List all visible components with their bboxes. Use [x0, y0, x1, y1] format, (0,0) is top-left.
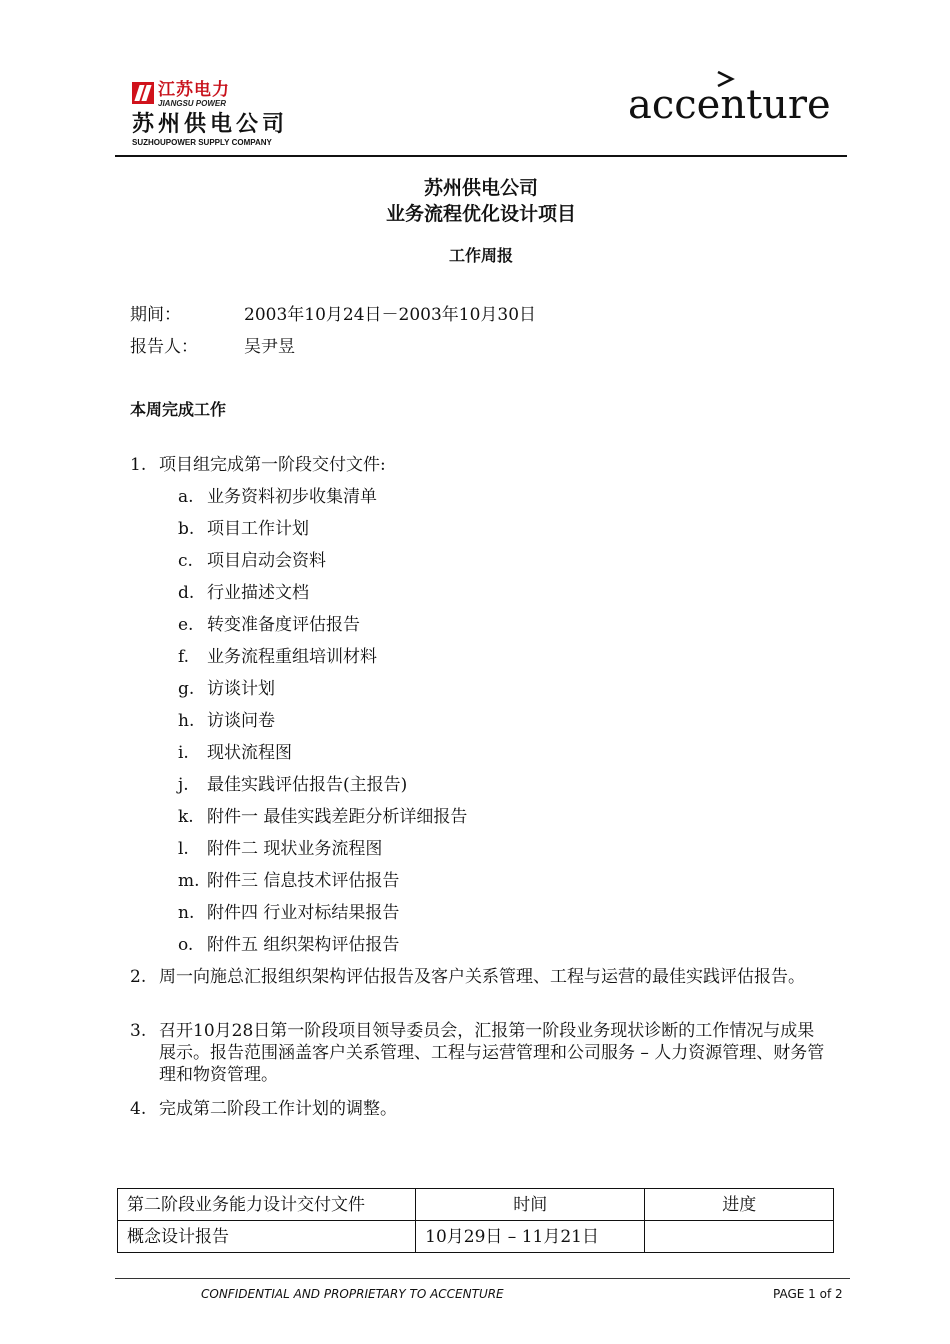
sub-item-text: 访谈问卷 — [207, 711, 275, 731]
sub-item-text: 转变准备度评估报告 — [207, 615, 360, 635]
accenture-wordmark: accenture — [628, 82, 831, 128]
list-item-number: 2. — [130, 967, 147, 987]
list-item-text: 召开10月28日第一阶段项目领导委员会，汇报第一阶段业务现状诊断的工作情况与成果展示。报告范围涵盖客户关系管理、工程与运营管理和公司服务 – 人力资源管理、财务管理和物资管理。 — [159, 1021, 825, 1085]
sub-item-letter: n. — [178, 903, 195, 923]
company-logo-en: SUZHOUPOWER SUPPLY COMPANY — [132, 138, 272, 147]
sub-item-text: 最佳实践评估报告(主报告) — [207, 775, 408, 795]
section-heading: 本周完成工作 — [130, 400, 227, 419]
sub-item-letter: b. — [178, 519, 195, 539]
sub-item-letter: a. — [178, 487, 194, 507]
list-item-number: 4. — [130, 1099, 147, 1119]
sub-item-text: 附件四 行业对标结果报告 — [207, 903, 400, 923]
page-number: PAGE 1 of 2 — [773, 1287, 843, 1301]
table-cell: 概念设计报告 — [118, 1221, 416, 1253]
report-subtitle: 工作周报 — [448, 246, 513, 265]
table-row — [118, 1221, 834, 1253]
sub-item-letter: h. — [178, 711, 195, 731]
jiangsu-power-logo-en: JIANGSU POWER — [158, 99, 227, 108]
sub-item-letter: o. — [178, 935, 194, 955]
sub-item-letter: l. — [178, 839, 189, 859]
sub-item-letter: j. — [178, 775, 189, 795]
title-line-2: 业务流程优化设计项目 — [385, 203, 576, 225]
list-item-number: 1. — [130, 455, 147, 475]
company-logo-cn: 苏州供电公司 — [132, 112, 289, 137]
sub-item-text: 附件五 组织架构评估报告 — [207, 935, 400, 955]
table-cell — [645, 1221, 834, 1253]
table-header-cell: 进度 — [645, 1189, 834, 1221]
reporter-label: 报告人： — [130, 337, 198, 357]
sub-item-text: 项目工作计划 — [207, 519, 309, 539]
sub-item-letter: k. — [178, 807, 194, 827]
sub-item-letter: f. — [178, 647, 190, 667]
sub-item-letter: m. — [178, 871, 200, 891]
sub-item-letter: d. — [178, 583, 195, 603]
jiangsu-power-logo-cn: 江苏电力 — [158, 80, 230, 100]
accenture-logo — [628, 70, 843, 132]
sub-item-text: 业务资料初步收集清单 — [207, 487, 377, 507]
sub-item-letter: c. — [178, 551, 193, 571]
sub-item-letter: e. — [178, 615, 194, 635]
sub-item-text: 业务流程重组培训材料 — [207, 647, 377, 667]
sub-item-text: 附件二 现状业务流程图 — [207, 839, 383, 859]
sub-item-text: 访谈计划 — [207, 679, 275, 699]
period-value: 2003年10月24日－2003年10月30日 — [244, 305, 537, 325]
list-item-text: 周一向施总汇报组织架构评估报告及客户关系管理、工程与运营的最佳实践评估报告。 — [159, 967, 805, 987]
period-label: 期间： — [130, 305, 181, 325]
table-header-cell: 时间 — [416, 1189, 645, 1221]
suzhou-power-logo — [132, 82, 307, 148]
sub-item-text: 项目启动会资料 — [207, 551, 326, 571]
deliverables-table — [117, 1188, 834, 1253]
sub-item-text: 现状流程图 — [207, 743, 292, 763]
sub-item-text: 附件一 最佳实践差距分析详细报告 — [207, 807, 468, 827]
table-header-cell: 第二阶段业务能力设计交付文件 — [118, 1189, 416, 1221]
reporter-value: 吴尹昱 — [244, 337, 295, 357]
table-cell: 10月29日 – 11月21日 — [416, 1221, 645, 1253]
sub-item-text: 附件三 信息技术评估报告 — [207, 871, 400, 891]
list-item-text: 完成第二阶段工作计划的调整。 — [159, 1099, 397, 1119]
list-item-number: 3. — [130, 1021, 147, 1041]
list-item-text: 项目组完成第一阶段交付文件: — [159, 455, 386, 475]
sub-item-letter: i. — [178, 743, 189, 763]
table-header-row — [118, 1189, 834, 1221]
sub-item-text: 行业描述文档 — [207, 583, 309, 603]
header-divider — [115, 155, 847, 157]
jiangsu-power-mark-icon — [132, 82, 154, 104]
confidentiality-notice: CONFIDENTIAL AND PROPRIETARY TO ACCENTURE — [201, 1287, 504, 1301]
footer-divider — [115, 1278, 850, 1279]
title-line-1: 苏州供电公司 — [423, 177, 538, 199]
sub-item-letter: g. — [178, 679, 195, 699]
